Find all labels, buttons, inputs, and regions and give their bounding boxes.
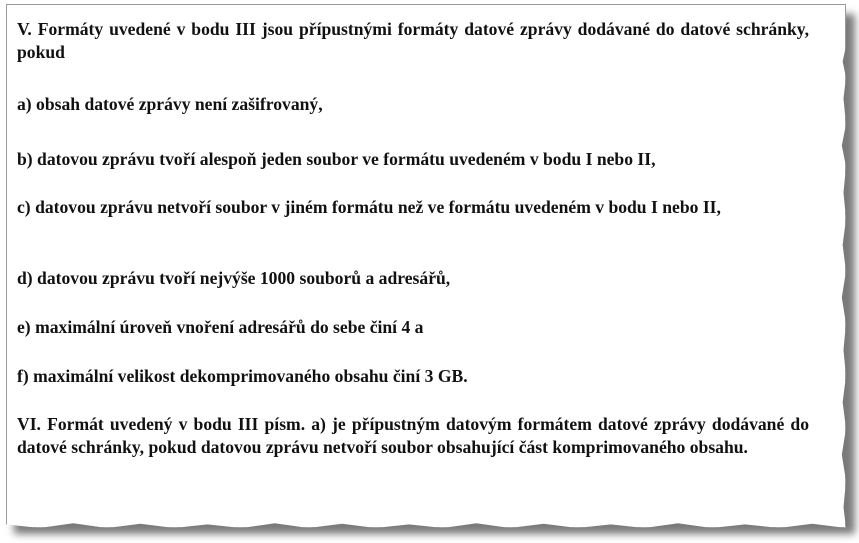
paragraph-item-f: f) maximální velikost dekomprimovaného obsahu činí 3 GB. — [17, 366, 468, 386]
paragraph-item-a: a) obsah datové zprávy není zašifrovaný, — [17, 94, 323, 114]
paragraph-item-d: d) datovou zprávu tvoří nejvýše 1000 souborů a adresářů, — [17, 268, 451, 288]
paragraph-item-e: e) maximální úroveň vnoření adresářů do sebe činí 4 a — [17, 317, 424, 337]
paragraph-section-v: V. Formáty uvedené v bodu III jsou přípustnými formáty datové zprávy dodávané do datové schránky, pokud — [17, 19, 809, 62]
paragraph-item-b: b) datovou zprávu tvoří alespoň jeden soubor ve formátu uvedeném v bodu I nebo II, — [17, 149, 656, 169]
paragraph-section-vi: VI. Formát uvedený v bodu III písm. a) je přípustným datovým formátem datové zprávy dodávané do datové schránky, pokud datovou zprávu netvoří soubor obsahující část komprimovaného obsahu. — [17, 414, 809, 457]
paragraph-item-c: c) datovou zprávu netvoří soubor v jiném formátu než ve formátu uvedeném v bodu I nebo II, — [17, 197, 721, 217]
